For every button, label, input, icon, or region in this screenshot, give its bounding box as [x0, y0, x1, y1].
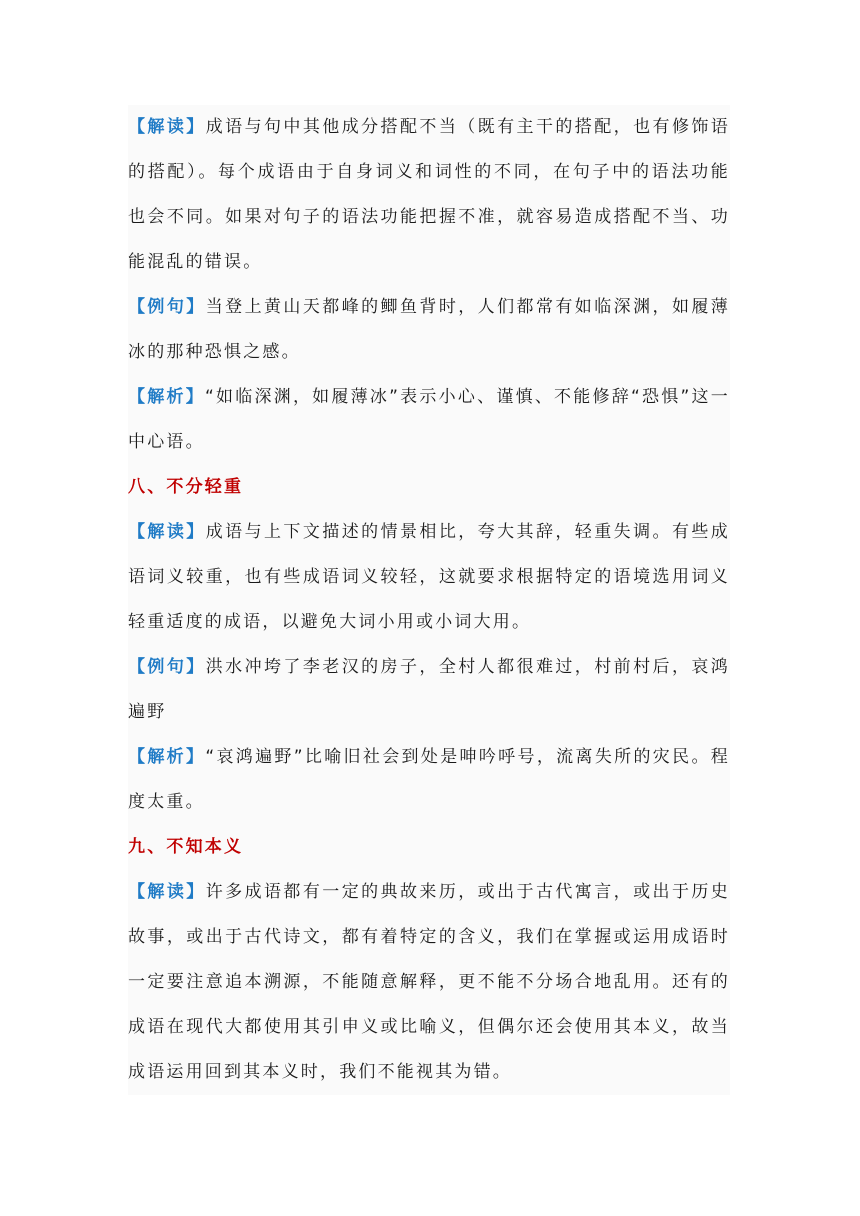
paragraph-interpretation-3	[128, 870, 730, 1095]
paragraph-text: “如临深渊，如履薄冰”表示小心、谨慎、不能修辞“恐惧”这一中心语。	[128, 387, 730, 452]
paragraph-text: 成语与上下文描述的情景相比，夸大其辞，轻重失调。有些成语词义较重，也有些成语词义较轻，这就要求根据特定的语境选用词义轻重适度的成语，以避免大词小用或小词大用。	[128, 522, 730, 632]
label-tag: 【解读】	[128, 882, 206, 902]
paragraph-interpretation-2	[128, 510, 730, 645]
paragraph-text: 许多成语都有一定的典故来历，或出于古代寓言，或出于历史故事，或出于古代诗文，都有着特定的含义，我们在掌握或运用成语时一定要注意追本溯源，不能随意解释，更不能不分场合地乱用。还有的成语在现代大都使用其引申义或比喻义，但偶尔还会使用其本义，故当成语运用回到其本义时，我们不能视其为错。	[128, 882, 730, 1082]
paragraph-text: 洪水冲垮了李老汉的房子，全村人都很难过，村前村后，哀鸿遍野	[128, 657, 730, 722]
paragraph-text: “哀鸿遍野”比喻旧社会到处是呻吟呼号，流离失所的灾民。程度太重。	[128, 747, 730, 812]
section-heading-9: 九、不知本义	[128, 837, 244, 857]
label-tag: 【解读】	[128, 522, 206, 542]
paragraph-analysis-1	[128, 375, 730, 465]
section-heading-8: 八、不分轻重	[128, 477, 244, 497]
label-tag: 【解读】	[128, 117, 206, 137]
paragraph-text: 当登上黄山天都峰的鲫鱼背时，人们都常有如临深渊，如履薄冰的那种恐惧之感。	[128, 297, 730, 362]
paragraph-analysis-2	[128, 735, 730, 825]
label-tag: 【解析】	[128, 387, 205, 407]
paragraph-example-2	[128, 645, 730, 735]
label-tag: 【解析】	[128, 747, 206, 767]
paragraph-interpretation-1	[128, 105, 730, 285]
label-tag: 【例句】	[128, 297, 206, 317]
paragraph-text: 成语与句中其他成分搭配不当（既有主干的搭配，也有修饰语的搭配）。每个成语由于自身词义和词性的不同，在句子中的语法功能也会不同。如果对句子的语法功能把握不准，就容易造成搭配不当、功能混乱的错误。	[128, 117, 730, 272]
paragraph-example-1	[128, 285, 730, 375]
label-tag: 【例句】	[128, 657, 206, 677]
document-body	[128, 105, 730, 1095]
